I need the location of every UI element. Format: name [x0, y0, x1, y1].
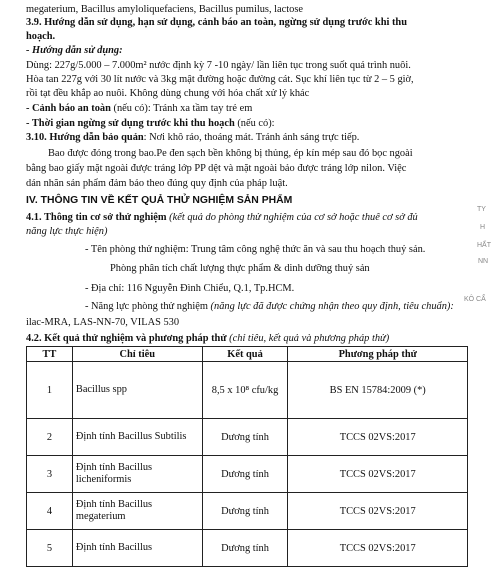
- header-indicator: Chỉ tiêu: [72, 347, 202, 362]
- lab-accreditations: ilac-MRA, LAS-NN-70, VILAS 530: [26, 317, 180, 328]
- row-tt: 5: [27, 530, 73, 567]
- safety-warning: [26, 102, 252, 115]
- stamp-fragment: H: [480, 224, 486, 231]
- storage-para-3: dán nhãn sản phẩm đảm bảo theo đúng quy định của pháp luật.: [26, 178, 288, 189]
- row-method: TCCS 02VS:2017: [288, 530, 468, 567]
- safety-warning-label: - Cảnh báo an toàn: [26, 103, 111, 114]
- withdrawal-period: [26, 117, 275, 130]
- usage-heading: - Hướng dẫn sử dụng:: [26, 45, 123, 56]
- row-tt: 3: [27, 456, 73, 493]
- row-method: TCCS 02VS:2017: [288, 456, 468, 493]
- withdrawal-period-text: (nếu có):: [234, 118, 275, 129]
- section-4-2-heading: [26, 332, 389, 345]
- row-indicator: Định tính Bacillus megaterium: [72, 493, 202, 530]
- stamp-fragment: TY: [477, 206, 486, 213]
- row-indicator: Định tính Bacillus Subtilis: [72, 419, 202, 456]
- ingredients-line-end: megaterium, Bacillus amyloliquefaciens, Bacillus pumilus, lactose: [26, 4, 304, 15]
- lab-unit: Phòng phân tích chất lượng thực phẩm & dinh dưỡng thuỷ sản: [110, 263, 370, 274]
- row-result: 8,5 x 10⁸ cfu/kg: [202, 362, 288, 419]
- table-row: [27, 493, 468, 530]
- row-method: TCCS 02VS:2017: [288, 493, 468, 530]
- safety-warning-text: (nếu có): Tránh xa tầm tay trẻ em: [110, 103, 253, 114]
- row-tt: 1: [27, 362, 73, 419]
- section-3-10: [26, 131, 359, 144]
- section-3-9-title: 3.9. Hướng dẫn sử dụng, hạn sử dụng, cảnh báo an toàn, ngừng sử dụng trước khi thu: [26, 17, 407, 28]
- row-result: Dương tính: [202, 530, 288, 567]
- table-row: [27, 419, 468, 456]
- row-method: TCCS 02VS:2017: [288, 419, 468, 456]
- row-result: Dương tính: [202, 493, 288, 530]
- lab-capacity-label: - Năng lực phòng thử nghiệm: [85, 301, 211, 312]
- lab-name-value: : Trung tâm công nghệ thức ăn và sau thu hoạch thuỷ sản.: [185, 244, 426, 255]
- usage-mixing: Hòa tan 227g với 30 lít nước và 3kg mật đường hoặc đường cát. Sục khí liên tục từ 2 – 5 giờ,: [26, 74, 414, 85]
- section-4-1-heading: [26, 211, 418, 224]
- row-result: Dương tính: [202, 456, 288, 493]
- lab-capacity-note: (năng lực đã được chứng nhận theo quy định, tiêu chuẩn):: [210, 301, 454, 312]
- row-result: Dương tính: [202, 419, 288, 456]
- usage-apply: rồi tạt đều khắp ao nuôi. Không dùng chung với hóa chất xử lý khác: [26, 88, 310, 99]
- stamp-fragment: KÔ CẨ: [464, 296, 486, 303]
- table-header-row: [27, 347, 468, 362]
- header-result: Kết quả: [202, 347, 288, 362]
- stamp-fragment: NN: [478, 258, 489, 265]
- row-indicator: Định tính Bacillus licheniformis: [72, 456, 202, 493]
- table-row: [27, 530, 468, 567]
- section-iv-title: IV. THÔNG TIN VỀ KẾT QUẢ THỬ NGHIỆM SẢN PHẨM: [26, 195, 293, 206]
- section-3-9-title-cont: hoạch.: [26, 31, 56, 42]
- section-3-10-text: : Nơi khô ráo, thoáng mát. Tránh ánh sáng trực tiếp.: [143, 132, 360, 143]
- storage-para-1: Bao được đóng trong bao.Pe đen sạch bền không bị thủng, ép kín mép sau đó bọc ngoài: [48, 148, 413, 159]
- table-row: [27, 362, 468, 419]
- row-indicator: Bacillus spp: [72, 362, 202, 419]
- lab-name: [85, 243, 425, 256]
- row-tt: 4: [27, 493, 73, 530]
- section-4-2-note: (chỉ tiêu, kết quả và phương pháp thử): [226, 333, 390, 344]
- stamp-fragment: HẤT: [477, 242, 491, 249]
- row-indicator: Định tính Bacillus: [72, 530, 202, 567]
- lab-capacity: [85, 300, 454, 313]
- section-4-1-note: (kết quả do phòng thử nghiệm của cơ sở hoặc thuê cơ sở đủ: [166, 212, 418, 223]
- storage-para-2: bằng bao giấy mặt ngoài được tráng lớp PP dệt và mặt ngoài bảo được tráng lớp nilon. Việc: [26, 163, 407, 174]
- section-4-2-label: 4.2. Kết quả thử nghiệm và phương pháp thử: [26, 333, 227, 344]
- header-method: Phương pháp thử: [288, 347, 468, 362]
- table-row: [27, 456, 468, 493]
- row-method: BS EN 15784:2009 (*): [288, 362, 468, 419]
- lab-address: - Địa chỉ: 116 Nguyễn Đình Chiểu, Q.1, Tp.HCM.: [85, 283, 295, 294]
- section-4-1-note-cont: năng lực thực hiện): [26, 226, 108, 237]
- lab-name-label: - Tên phòng thử nghiệm: [85, 244, 186, 255]
- section-3-10-label: 3.10. Hướng dẫn bảo quản: [26, 132, 144, 143]
- usage-dosage: Dùng: 227g/5.000 – 7.000m² nước định kỳ 7 -10 ngày/ lần liên tục trong suốt quá trình nuôi.: [26, 60, 411, 71]
- section-4-1-label: 4.1. Thông tin cơ sở thử nghiệm: [26, 212, 167, 223]
- header-tt: TT: [27, 347, 73, 362]
- withdrawal-period-label: - Thời gian ngừng sử dụng trước khi thu hoạch: [26, 118, 235, 129]
- results-table: [26, 346, 468, 567]
- row-tt: 2: [27, 419, 73, 456]
